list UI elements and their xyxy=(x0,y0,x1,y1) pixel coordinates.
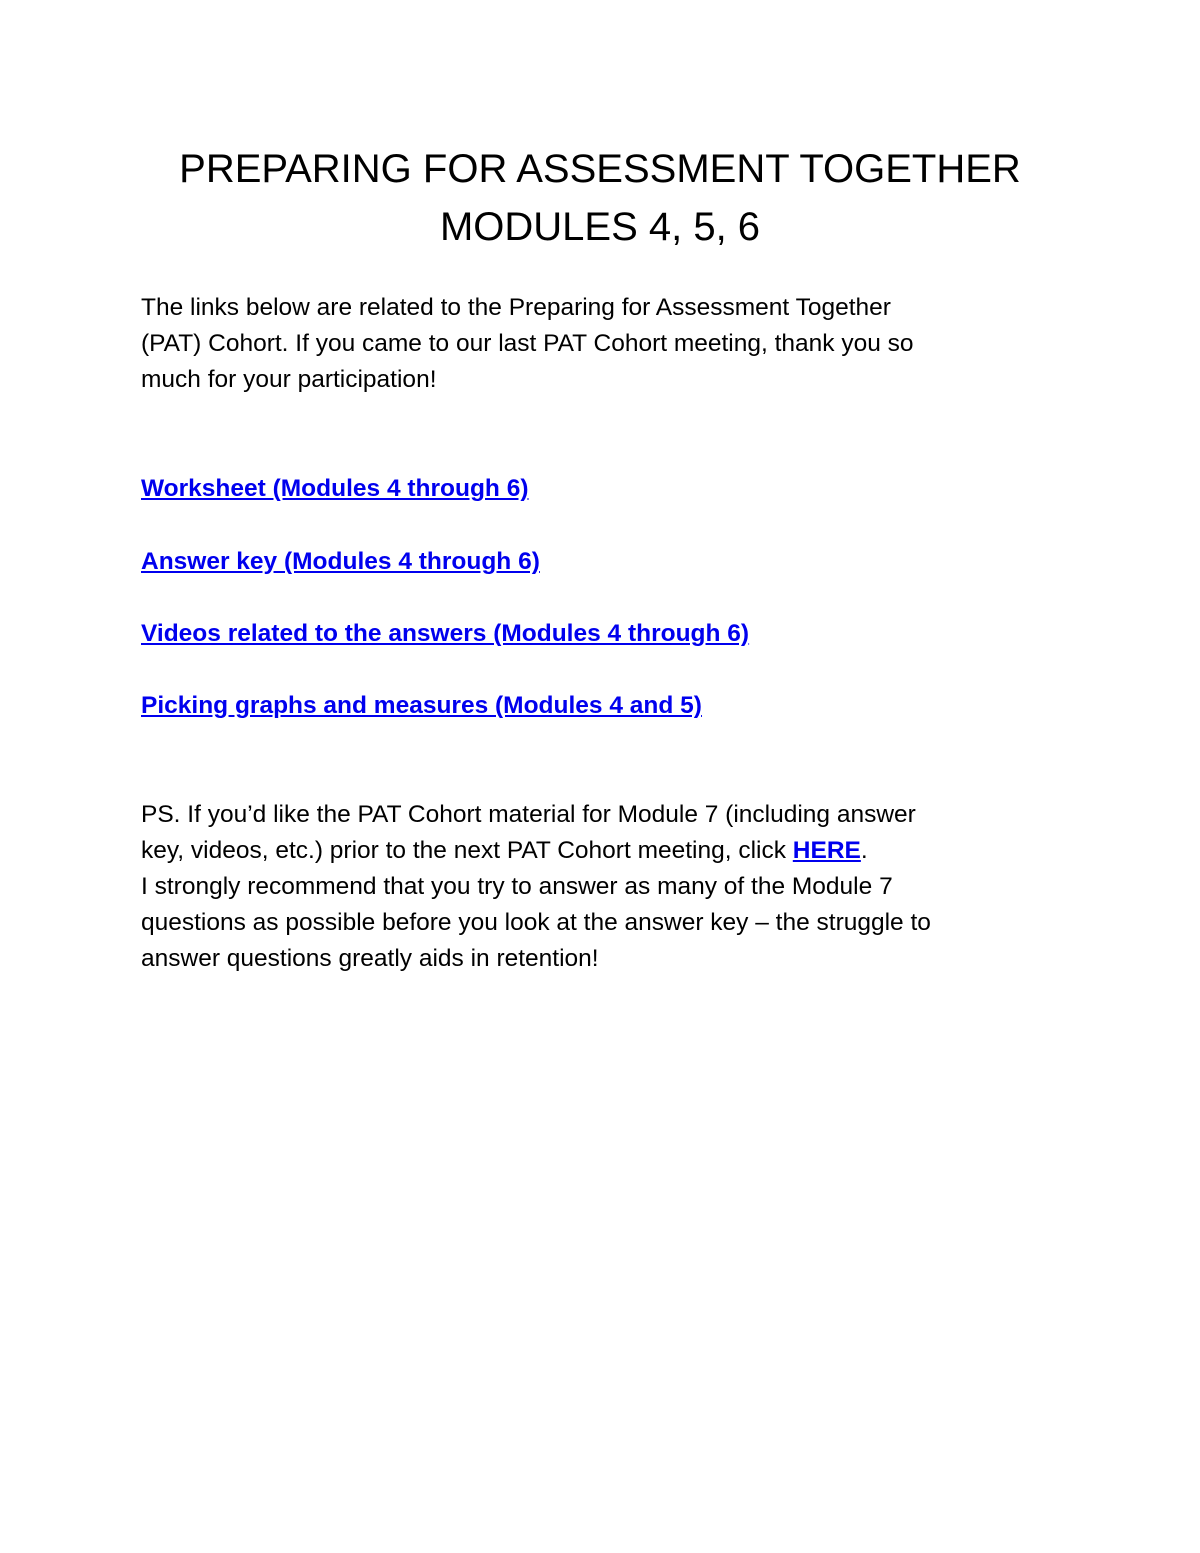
intro-line: (PAT) Cohort. If you came to our last PAT Cohort meeting, thank you so xyxy=(141,330,914,357)
ps-line: answer questions greatly aids in retention! xyxy=(141,945,599,972)
ps-period: . xyxy=(860,837,868,864)
graphs-measures-link[interactable]: Picking graphs and measures (Modules 4 and 5) xyxy=(141,692,702,719)
intro-line: The links below are related to the Preparing for Assessment Together xyxy=(141,294,891,321)
intro-paragraph xyxy=(141,290,1041,398)
ps-paragraph xyxy=(141,797,1081,977)
page-subtitle: MODULES 4, 5, 6 xyxy=(439,205,761,249)
ps-line: PS. If you’d like the PAT Cohort material for Module 7 (including answer xyxy=(141,801,916,828)
worksheet-link[interactable]: Worksheet (Modules 4 through 6) xyxy=(141,475,529,502)
ps-line: questions as possible before you look at the answer key – the struggle to xyxy=(141,909,931,936)
here-link[interactable]: HERE xyxy=(792,837,861,864)
intro-line: much for your participation! xyxy=(141,366,437,393)
ps-line-with-link xyxy=(141,833,1081,869)
ps-line: I strongly recommend that you try to answer as many of the Module 7 xyxy=(141,873,893,900)
page-title: PREPARING FOR ASSESSMENT TOGETHER xyxy=(179,147,1021,191)
answer-key-link[interactable]: Answer key (Modules 4 through 6) xyxy=(141,548,540,575)
ps-text: key, videos, etc.) prior to the next PAT Cohort meeting, click xyxy=(141,837,793,864)
videos-link[interactable]: Videos related to the answers (Modules 4 through 6) xyxy=(141,620,750,647)
